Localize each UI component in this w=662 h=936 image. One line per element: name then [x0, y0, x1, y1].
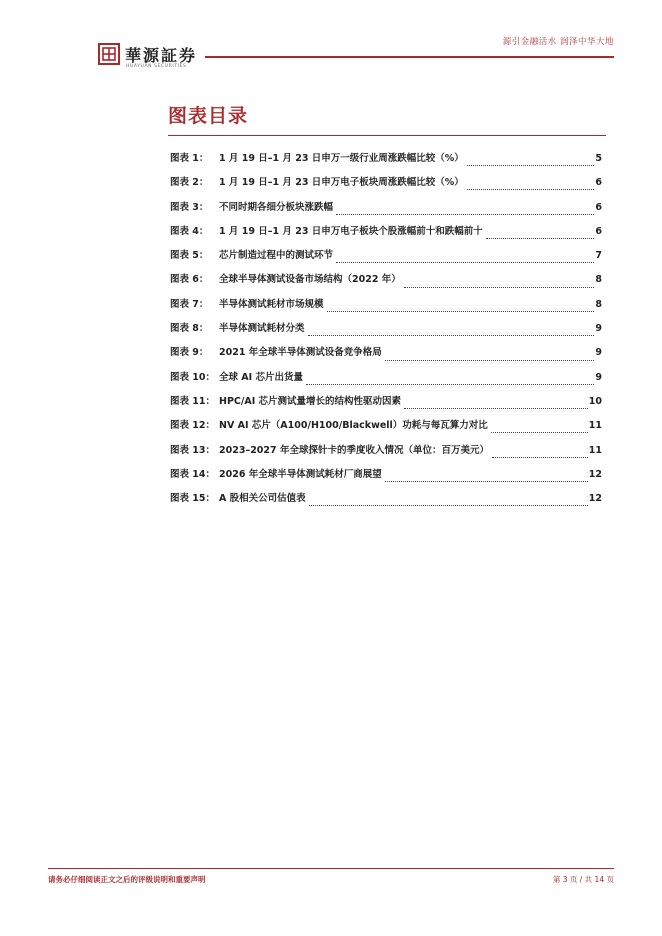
toc-item-page: 9: [595, 371, 602, 383]
toc-item-text: 全球 AI 芯片出货量: [219, 371, 304, 383]
toc-item-label: 图表 6：: [170, 274, 209, 286]
footer-disclaimer: 请务必仔细阅读正文之后的评级说明和重要声明: [48, 875, 206, 884]
toc-item[interactable]: [170, 490, 602, 514]
toc-item-page: 9: [595, 347, 602, 359]
toc-dot-leader: [336, 261, 594, 263]
toc-item[interactable]: [170, 466, 602, 490]
header-slogan: 源引金融活水 润泽中华大地: [502, 37, 614, 47]
toc-item[interactable]: [170, 247, 602, 271]
toc-item-label: 图表 9：: [170, 347, 209, 359]
toc-dot-leader: [306, 383, 594, 385]
toc-item[interactable]: [170, 150, 602, 174]
toc-dot-leader: [336, 213, 594, 215]
toc-dot-leader: [492, 456, 588, 458]
seal-icon: [98, 43, 120, 65]
toc-item[interactable]: [170, 174, 602, 198]
toc-item[interactable]: [170, 393, 602, 417]
toc-item-text: 1 月 19 日–1 月 23 日申万电子板块周涨跌幅比较（%）: [219, 177, 464, 189]
toc-item-page: 8: [595, 274, 602, 286]
toc-dot-leader: [467, 164, 595, 166]
toc-item-page: 11: [588, 444, 602, 456]
toc-item-label: 图表 8：: [170, 323, 209, 335]
toc-item-text: 半导体测试耗材分类: [219, 323, 305, 335]
toc-item-label: 图表 5：: [170, 250, 209, 262]
title-divider: [168, 135, 606, 136]
toc-item-label: 图表 11：: [170, 395, 216, 407]
toc-item-page: 6: [595, 177, 602, 189]
toc-item[interactable]: [170, 271, 602, 295]
toc-item-label: 图表 10：: [170, 371, 216, 383]
toc-item-text: HPC/AI 芯片测试量增长的结构性驱动因素: [219, 395, 402, 407]
toc-item-text: 不同时期各细分板块涨跌幅: [219, 201, 334, 213]
toc-dot-leader: [404, 407, 588, 409]
toc-item-page: 11: [588, 420, 602, 432]
toc-item-page: 6: [595, 201, 602, 213]
header-divider: [205, 56, 614, 58]
company-logo: [98, 40, 214, 74]
toc-dot-leader: [308, 334, 595, 336]
toc-item-label: 图表 15：: [170, 493, 216, 505]
toc-item-label: 图表 2：: [170, 177, 209, 189]
toc-list: [170, 150, 602, 514]
toc-item-page: 8: [595, 298, 602, 310]
toc-item-label: 图表 14：: [170, 468, 216, 480]
toc-item-text: 2021 年全球半导体测试设备竞争格局: [219, 347, 382, 359]
toc-dot-leader: [309, 504, 588, 506]
toc-item[interactable]: [170, 296, 602, 320]
toc-item-text: NV AI 芯片（A100/H100/Blackwell）功耗与每瓦算力对比: [219, 420, 488, 432]
toc-dot-leader: [467, 188, 595, 190]
toc-dot-leader: [385, 480, 588, 482]
toc-item-text: 2026 年全球半导体测试耗材厂商展望: [219, 468, 382, 480]
toc-item-label: 图表 13：: [170, 444, 216, 456]
toc-item-page: 12: [588, 493, 602, 505]
toc-item-text: 芯片制造过程中的测试环节: [219, 250, 334, 262]
toc-dot-leader: [327, 310, 595, 312]
toc-item-page: 6: [595, 225, 602, 237]
logo-name: 華源証券: [125, 46, 198, 65]
toc-item-label: 图表 1：: [170, 153, 209, 164]
toc-item[interactable]: [170, 223, 602, 247]
toc-item[interactable]: [170, 344, 602, 368]
toc-item-text: 全球半导体测试设备市场结构（2022 年）: [219, 274, 401, 286]
toc-item-page: 10: [588, 395, 602, 407]
toc-dot-leader: [491, 431, 588, 433]
toc-item-label: 图表 4：: [170, 225, 209, 237]
toc-item-label: 图表 7：: [170, 298, 209, 310]
toc-item[interactable]: [170, 369, 602, 393]
page-title: 图表目录: [168, 105, 249, 127]
footer-divider: [48, 868, 614, 869]
toc-item-text: 1 月 19 日–1 月 23 日申万一级行业周涨跌幅比较（%）: [219, 153, 464, 164]
footer-page-info: 第 3 页 / 共 14 页: [552, 875, 614, 884]
toc-dot-leader: [404, 286, 595, 288]
toc-item-page: 12: [588, 468, 602, 480]
toc-dot-leader: [385, 359, 595, 361]
toc-item-text: 半导体测试耗材市场规模: [219, 298, 324, 310]
toc-item-label: 图表 12：: [170, 420, 216, 432]
toc-item-text: 1 月 19 日–1 月 23 日申万电子板块个股涨幅前十和跌幅前十: [219, 225, 483, 237]
toc-item-page: 7: [595, 250, 602, 262]
toc-item-label: 图表 3：: [170, 201, 209, 213]
toc-item-page: 5: [595, 153, 602, 164]
logo-english-name: HUAYUAN SECURITIES: [126, 64, 187, 69]
toc-item-text: 2023–2027 年全球探针卡的季度收入情况（单位：百万美元）: [219, 444, 489, 456]
toc-item-text: A 股相关公司估值表: [219, 493, 306, 505]
toc-item[interactable]: [170, 199, 602, 223]
toc-item[interactable]: [170, 417, 602, 441]
toc-item-page: 9: [595, 323, 602, 335]
toc-dot-leader: [486, 237, 595, 239]
toc-item[interactable]: [170, 442, 602, 466]
toc-item[interactable]: [170, 320, 602, 344]
